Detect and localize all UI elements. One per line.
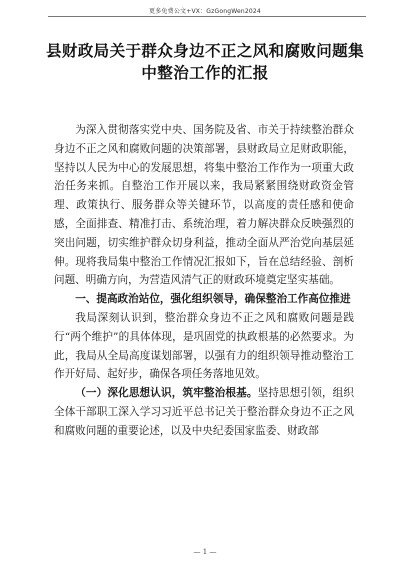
section-1-paragraph: 我局深刻认识到，整治群众身边不正之风和腐败问题是践行“两个维护”的具体体现，是巩固党的执政根基的必然要求。为此，我局从全局高度谋划部署，以强有力的组织领导推动整治工作开好局、起好步，确保各项任务落地见效。 (54, 311, 354, 381)
subsection-1-text: 坚持思想引领，组织全体干部职工深入学习习近平总书记关于整治群众身边不正之风和腐败问题的重要论述，以及中央纪委国家监委、财政部 (54, 387, 355, 437)
subsection-heading-1: （一）深化思想认识，筑牢整治根基。 (75, 387, 258, 400)
document-body (54, 121, 354, 441)
subsection-1-paragraph (54, 384, 354, 440)
header-watermark-note: 更多免费公文+VX：GzGongWen2024 (149, 8, 261, 15)
intro-paragraph: 为深入贯彻落实党中央、国务院及省、市关于持续整治群众身边不正之风和腐败问题的决策部署，县财政局立足财政职能，坚持以人民为中心的发展思想，将集中整治工作作为一项重大政治任务来抓。自整治工作开展以来，我局紧紧围绕财政资金管理、政策执行、服务群众等关键环节，以高度的责任感和使命感，全面排查、精准打击、系统治理，着力解决群众反映强烈的突出问题，切实维护群众切身利益，推动全面从严治党向基层延伸。现将我局集中整治工作情况汇报如下，旨在总结经验、剖析问题、明确方向，为营造风清气正的财政环境奠定坚实基础。 (54, 124, 354, 287)
section-heading-1: 一、提高政治站位，强化组织领导，确保整治工作高位推进 (75, 293, 351, 306)
page-number: — 1 — (193, 548, 217, 556)
document-title: 县财政局关于群众身边不正之风和腐败问题集中整治工作的汇报 (45, 42, 364, 82)
header-divider (48, 16, 366, 17)
